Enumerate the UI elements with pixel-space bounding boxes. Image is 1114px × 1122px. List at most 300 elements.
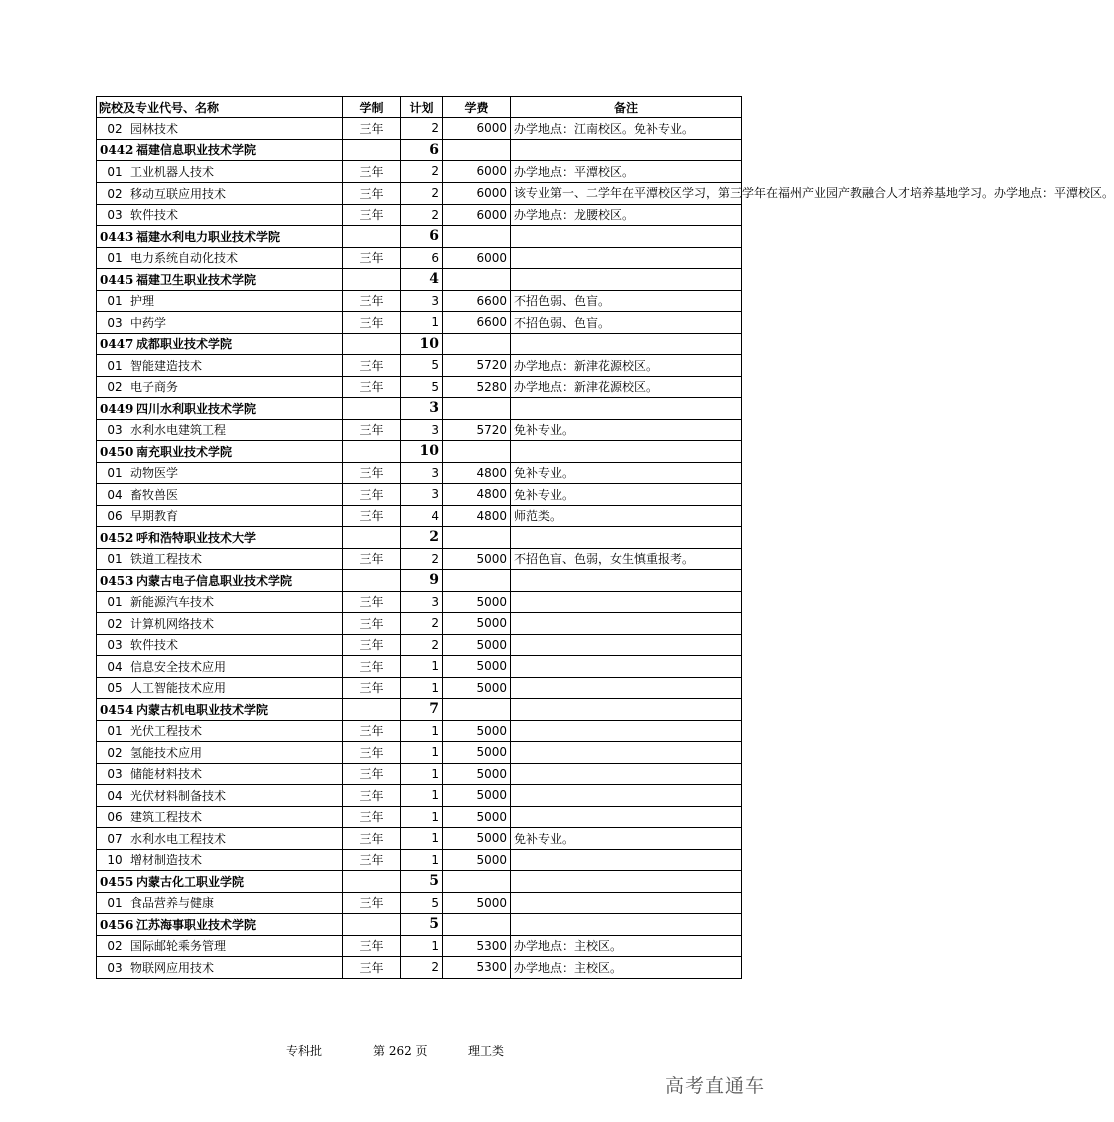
major-row (97, 419, 742, 441)
major-name: 食品营养与健康 (130, 896, 215, 911)
major-code: 03 (107, 638, 123, 653)
major-name-cell (97, 118, 343, 140)
major-fee: 5000 (443, 548, 511, 570)
major-name: 智能建造技术 (130, 358, 203, 373)
major-row (97, 591, 742, 613)
major-fee: 5720 (443, 419, 511, 441)
major-name: 计算机网络技术 (130, 616, 215, 631)
major-years: 三年 (343, 312, 401, 334)
major-fee: 5000 (443, 613, 511, 635)
major-code: 01 (107, 251, 123, 266)
major-code: 01 (107, 552, 123, 567)
school-name: 四川水利职业技术学院 (136, 401, 257, 416)
major-name-cell (97, 182, 343, 204)
major-name: 软件技术 (130, 638, 179, 653)
major-note: 办学地点：江南校区。免补专业。 (511, 118, 742, 140)
major-fee: 5280 (443, 376, 511, 398)
major-plan: 4 (401, 505, 443, 527)
major-years: 三年 (343, 118, 401, 140)
major-note: 办学地点：新津花源校区。 (511, 376, 742, 398)
footer-page-number: 第 262 页 (373, 1044, 428, 1058)
school-row (97, 226, 742, 248)
major-plan: 2 (401, 957, 443, 979)
major-code: 03 (107, 208, 123, 223)
school-note-cell (511, 269, 742, 291)
major-name-cell (97, 505, 343, 527)
major-years: 三年 (343, 849, 401, 871)
major-code: 04 (107, 659, 123, 674)
major-code: 02 (107, 939, 123, 954)
school-code: 0454 (100, 702, 134, 717)
school-plan: 5 (401, 871, 443, 893)
school-years-cell (343, 527, 401, 549)
major-note: 师范类。 (511, 505, 742, 527)
major-row (97, 484, 742, 506)
major-code: 01 (107, 466, 123, 481)
major-fee: 5720 (443, 355, 511, 377)
major-name-cell (97, 806, 343, 828)
major-code: 03 (107, 767, 123, 782)
major-years: 三年 (343, 957, 401, 979)
major-fee: 5000 (443, 720, 511, 742)
major-years: 三年 (343, 892, 401, 914)
major-note (511, 720, 742, 742)
school-name-cell (97, 441, 343, 463)
school-years-cell (343, 333, 401, 355)
school-code: 0445 (100, 272, 134, 287)
school-fee-cell (443, 699, 511, 721)
school-fee-cell (443, 871, 511, 893)
major-row (97, 957, 742, 979)
major-name-cell (97, 290, 343, 312)
school-plan: 6 (401, 226, 443, 248)
major-fee: 5000 (443, 806, 511, 828)
school-name-cell (97, 398, 343, 420)
school-note-cell (511, 914, 742, 936)
major-name-cell (97, 312, 343, 334)
school-code: 0442 (100, 143, 134, 158)
school-name-cell (97, 871, 343, 893)
major-plan: 1 (401, 806, 443, 828)
school-fee-cell (443, 441, 511, 463)
school-code: 0456 (100, 917, 134, 932)
school-fee-cell (443, 398, 511, 420)
major-name-cell (97, 763, 343, 785)
school-plan: 5 (401, 914, 443, 936)
school-note-cell (511, 527, 742, 549)
major-name: 动物医学 (130, 466, 179, 481)
major-years: 三年 (343, 484, 401, 506)
major-years: 三年 (343, 376, 401, 398)
major-row (97, 656, 742, 678)
school-code: 0450 (100, 444, 134, 459)
school-fee-cell (443, 269, 511, 291)
major-name-cell (97, 720, 343, 742)
major-years: 三年 (343, 591, 401, 613)
major-plan: 1 (401, 677, 443, 699)
school-fee-cell (443, 914, 511, 936)
major-row (97, 634, 742, 656)
major-plan: 1 (401, 935, 443, 957)
major-years: 三年 (343, 828, 401, 850)
major-row (97, 892, 742, 914)
header-note: 备注 (511, 97, 742, 118)
major-years: 三年 (343, 548, 401, 570)
major-plan: 1 (401, 828, 443, 850)
major-fee: 5000 (443, 656, 511, 678)
school-row (97, 139, 742, 161)
major-years: 三年 (343, 505, 401, 527)
major-years: 三年 (343, 935, 401, 957)
school-plan: 2 (401, 527, 443, 549)
school-name-cell (97, 139, 343, 161)
school-note-cell (511, 226, 742, 248)
major-row (97, 247, 742, 269)
school-name: 福建信息职业技术学院 (136, 143, 257, 158)
major-name: 光伏材料制备技术 (130, 788, 227, 803)
admission-plan-table (96, 96, 1114, 979)
school-name: 福建水利电力职业技术学院 (136, 229, 281, 244)
school-name-cell (97, 699, 343, 721)
major-name-cell (97, 591, 343, 613)
major-code: 03 (107, 315, 123, 330)
school-row (97, 871, 742, 893)
major-row (97, 720, 742, 742)
school-note-cell (511, 871, 742, 893)
major-name: 中药学 (130, 315, 167, 330)
school-name: 内蒙古电子信息职业技术学院 (136, 573, 293, 588)
school-years-cell (343, 570, 401, 592)
major-fee: 5000 (443, 828, 511, 850)
school-name-cell (97, 570, 343, 592)
major-code: 10 (107, 853, 123, 868)
major-code: 01 (107, 164, 123, 179)
major-name-cell (97, 656, 343, 678)
major-note: 办学地点：新津花源校区。 (511, 355, 742, 377)
major-name-cell (97, 355, 343, 377)
major-row (97, 290, 742, 312)
major-note (511, 656, 742, 678)
major-note (511, 742, 742, 764)
major-fee: 6000 (443, 247, 511, 269)
major-years: 三年 (343, 720, 401, 742)
major-row (97, 161, 742, 183)
major-name-cell (97, 419, 343, 441)
school-name-cell (97, 226, 343, 248)
school-name: 成都职业技术学院 (136, 337, 233, 352)
school-years-cell (343, 226, 401, 248)
major-name-cell (97, 613, 343, 635)
school-note-cell (511, 333, 742, 355)
school-name: 内蒙古化工职业学院 (136, 874, 245, 889)
major-years: 三年 (343, 742, 401, 764)
major-code: 02 (107, 380, 123, 395)
major-name-cell (97, 828, 343, 850)
table-body (97, 118, 1114, 979)
major-years: 三年 (343, 677, 401, 699)
major-name: 国际邮轮乘务管理 (130, 939, 227, 954)
footer-batch: 专科批 (286, 1044, 323, 1058)
school-fee-cell (443, 333, 511, 355)
major-name: 水利水电工程技术 (130, 831, 227, 846)
major-row (97, 613, 742, 635)
school-plan: 4 (401, 269, 443, 291)
major-years: 三年 (343, 161, 401, 183)
major-code: 02 (107, 186, 123, 201)
major-name: 电子商务 (130, 380, 179, 395)
major-row (97, 935, 742, 957)
major-fee: 5000 (443, 742, 511, 764)
major-plan: 1 (401, 742, 443, 764)
school-name-cell (97, 914, 343, 936)
school-fee-cell (443, 570, 511, 592)
school-code: 0453 (100, 573, 134, 588)
major-note (511, 613, 742, 635)
school-code: 0443 (100, 229, 134, 244)
major-plan: 1 (401, 763, 443, 785)
major-plan: 5 (401, 892, 443, 914)
major-name-cell (97, 462, 343, 484)
major-fee: 6000 (443, 182, 511, 204)
major-code: 02 (107, 121, 123, 136)
school-row (97, 269, 742, 291)
school-note-cell (511, 699, 742, 721)
major-name: 移动互联应用技术 (130, 186, 227, 201)
major-plan: 6 (401, 247, 443, 269)
school-row (97, 333, 742, 355)
major-years: 三年 (343, 785, 401, 807)
major-row (97, 763, 742, 785)
major-name: 电力系统自动化技术 (130, 251, 239, 266)
major-years: 三年 (343, 290, 401, 312)
major-code: 03 (107, 423, 123, 438)
major-note (511, 892, 742, 914)
major-name-cell (97, 785, 343, 807)
major-row (97, 355, 742, 377)
major-fee: 5300 (443, 935, 511, 957)
major-row (97, 505, 742, 527)
major-plan: 1 (401, 720, 443, 742)
major-row (97, 806, 742, 828)
major-note: 免补专业。 (511, 828, 742, 850)
major-row (97, 742, 742, 764)
major-fee: 5000 (443, 892, 511, 914)
major-note (511, 591, 742, 613)
major-row (97, 204, 742, 226)
major-note: 免补专业。 (511, 462, 742, 484)
school-fee-cell (443, 527, 511, 549)
major-years: 三年 (343, 247, 401, 269)
school-years-cell (343, 914, 401, 936)
major-fee: 6600 (443, 312, 511, 334)
major-name: 建筑工程技术 (130, 810, 203, 825)
major-name: 储能材料技术 (130, 767, 203, 782)
major-row (97, 376, 742, 398)
major-name-cell (97, 247, 343, 269)
major-note: 免补专业。 (511, 484, 742, 506)
watermark: 高考直通车 (664, 1075, 765, 1097)
major-plan: 1 (401, 849, 443, 871)
school-plan: 10 (401, 441, 443, 463)
header-name: 院校及专业代号、名称 (97, 97, 343, 118)
major-name-cell (97, 634, 343, 656)
major-years: 三年 (343, 806, 401, 828)
major-years: 三年 (343, 355, 401, 377)
major-fee: 5000 (443, 763, 511, 785)
major-note: 免补专业。 (511, 419, 742, 441)
major-row (97, 828, 742, 850)
school-row (97, 699, 742, 721)
major-years: 三年 (343, 462, 401, 484)
major-name-cell (97, 677, 343, 699)
school-plan: 9 (401, 570, 443, 592)
major-fee: 6000 (443, 161, 511, 183)
table-header-row (97, 97, 742, 118)
major-name: 物联网应用技术 (130, 960, 215, 975)
major-plan: 1 (401, 312, 443, 334)
major-name: 新能源汽车技术 (130, 595, 215, 610)
header-plan: 计划 (401, 97, 443, 118)
major-code: 02 (107, 745, 123, 760)
major-code: 07 (107, 831, 123, 846)
major-name-cell (97, 957, 343, 979)
school-name-cell (97, 527, 343, 549)
major-fee: 5000 (443, 677, 511, 699)
major-note (511, 849, 742, 871)
school-name: 南充职业技术学院 (136, 444, 233, 459)
school-fee-cell (443, 139, 511, 161)
major-code: 06 (107, 810, 123, 825)
major-fee: 5000 (443, 849, 511, 871)
school-row (97, 570, 742, 592)
major-years: 三年 (343, 613, 401, 635)
major-name-cell (97, 204, 343, 226)
major-plan: 2 (401, 182, 443, 204)
header-fee: 学费 (443, 97, 511, 118)
major-name-cell (97, 849, 343, 871)
major-plan: 2 (401, 161, 443, 183)
major-years: 三年 (343, 204, 401, 226)
major-fee: 5000 (443, 785, 511, 807)
major-code: 02 (107, 616, 123, 631)
header-years: 学制 (343, 97, 401, 118)
major-name: 氢能技术应用 (130, 745, 203, 760)
school-plan: 6 (401, 139, 443, 161)
major-plan: 2 (401, 118, 443, 140)
school-name: 福建卫生职业技术学院 (136, 272, 257, 287)
major-note: 不招色盲、色弱，女生慎重报考。 (511, 548, 742, 570)
major-name: 畜牧兽医 (130, 487, 179, 502)
school-name-cell (97, 269, 343, 291)
major-name: 护理 (130, 294, 155, 309)
major-name: 铁道工程技术 (130, 552, 203, 567)
school-name: 江苏海事职业技术学院 (136, 917, 257, 932)
major-note: 不招色弱、色盲。 (511, 312, 742, 334)
school-years-cell (343, 699, 401, 721)
major-name: 早期教育 (130, 509, 179, 524)
major-note: 该专业第一、二学年在平潭校区学习，第三学年在福州产业园产教融合人才培养基地学习。办学地点：平潭校区。 (511, 182, 742, 204)
major-note (511, 806, 742, 828)
major-name-cell (97, 484, 343, 506)
major-name-cell (97, 548, 343, 570)
major-name-cell (97, 376, 343, 398)
major-fee: 5000 (443, 591, 511, 613)
school-row (97, 527, 742, 549)
major-years: 三年 (343, 419, 401, 441)
major-note: 不招色弱、色盲。 (511, 290, 742, 312)
major-name: 园林技术 (130, 121, 179, 136)
school-name: 呼和浩特职业技术大学 (136, 530, 257, 545)
major-plan: 3 (401, 591, 443, 613)
school-code: 0452 (100, 530, 134, 545)
footer-category: 理工类 (468, 1044, 505, 1058)
major-name: 人工智能技术应用 (130, 681, 227, 696)
major-plan: 1 (401, 656, 443, 678)
school-years-cell (343, 269, 401, 291)
major-code: 04 (107, 788, 123, 803)
major-note: 办学地点：主校区。 (511, 935, 742, 957)
major-name-cell (97, 935, 343, 957)
major-name-cell (97, 161, 343, 183)
major-years: 三年 (343, 763, 401, 785)
major-fee: 6000 (443, 204, 511, 226)
major-fee: 4800 (443, 462, 511, 484)
major-code: 04 (107, 487, 123, 502)
school-note-cell (511, 398, 742, 420)
school-plan: 7 (401, 699, 443, 721)
major-name: 光伏工程技术 (130, 724, 203, 739)
major-name: 工业机器人技术 (130, 164, 215, 179)
major-plan: 2 (401, 204, 443, 226)
major-years: 三年 (343, 656, 401, 678)
major-fee: 4800 (443, 484, 511, 506)
school-plan: 3 (401, 398, 443, 420)
major-code: 01 (107, 595, 123, 610)
major-note (511, 247, 742, 269)
school-years-cell (343, 398, 401, 420)
school-note-cell (511, 139, 742, 161)
major-code: 01 (107, 294, 123, 309)
major-name-cell (97, 892, 343, 914)
school-name-cell (97, 333, 343, 355)
major-code: 06 (107, 509, 123, 524)
major-row (97, 849, 742, 871)
major-fee: 4800 (443, 505, 511, 527)
major-years: 三年 (343, 634, 401, 656)
school-years-cell (343, 139, 401, 161)
major-note (511, 763, 742, 785)
school-row (97, 398, 742, 420)
major-note: 办学地点：龙腰校区。 (511, 204, 742, 226)
major-note: 办学地点：平潭校区。 (511, 161, 742, 183)
major-plan: 2 (401, 634, 443, 656)
major-fee: 6000 (443, 118, 511, 140)
major-code: 01 (107, 358, 123, 373)
major-code: 03 (107, 960, 123, 975)
school-code: 0447 (100, 337, 134, 352)
school-fee-cell (443, 226, 511, 248)
major-row (97, 462, 742, 484)
major-plan: 5 (401, 355, 443, 377)
major-plan: 5 (401, 376, 443, 398)
major-row (97, 548, 742, 570)
major-code: 01 (107, 724, 123, 739)
school-row (97, 914, 742, 936)
major-fee: 6600 (443, 290, 511, 312)
major-plan: 3 (401, 462, 443, 484)
major-plan: 1 (401, 785, 443, 807)
major-note: 办学地点：主校区。 (511, 957, 742, 979)
